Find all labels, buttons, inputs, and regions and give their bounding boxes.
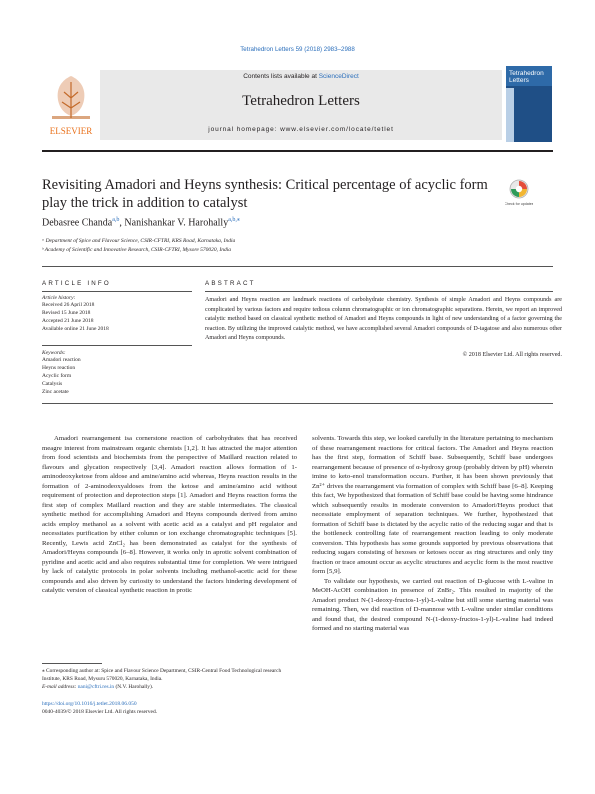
abstract-heading: ABSTRACT (205, 280, 256, 287)
check-updates-label: Check for updates (505, 202, 533, 206)
article-info-divider (42, 291, 192, 292)
body-paragraph: solvents. Towards this step, we looked carefully in the literature pertaining to mechanism of these rearrangement reactions for critical factors. The Amadori and Heyns reaction has the first step, formation of Schiff base. Subsequently, Schiff base undergoes rearrangement because of presence of α-hydroxy group (probably driven by pH) wherein imine to keto-enol transformation occurs. Further, it has been shown previously that Zn²⁺ drives the rearrangement via formation of complex with Schiff base [6–8]. Keeping this fact, We hypothesized that formation of Schiff base could be having some hindrance which subsequently results in moderate conversion to Amadori/Heyns product that necessitate employment of separation techniques. We further, hypothesized that formation of Schiff base is dictated by the acyclic ratio of the reducing sugar and that is the bottleneck controlling fate of rearrangement reaction leading to only moderate conversion. This hypothesis has some grounds supported by previous observations that reducing sugars consisting of hexoses or ketoses occur as ring structures and only tiny fraction or trace amount occur as acyclic structures and acyclic form is the most reactive form [5,9]. (312, 435, 553, 575)
contents-prefix: Contents lists available at (243, 73, 319, 80)
keyword: Catalysis (42, 381, 63, 387)
email-label: E-mail address: (42, 684, 78, 690)
elsevier-wordmark: ELSEVIER (49, 126, 93, 136)
abstract-copyright: © 2018 Elsevier Ltd. All rights reserved. (462, 352, 562, 358)
article-info-heading: ARTICLE INFO (42, 280, 111, 287)
history-label: Article history: (42, 295, 76, 301)
email-link[interactable]: nani@cftri.res.in (77, 684, 115, 690)
keywords-divider (42, 345, 192, 346)
keyword: Acyclic form (42, 373, 72, 379)
body-paragraph: To validate our hypothesis, we carried out reaction of D-glucose with L-valine in MeOH-AcOH combination in presence of ZnBr₂. This resulted in majority of the Amadori product N-(1-deoxy-fructos-1-yl)-L-valine but still some starting material was remaining. Then, we did reaction of D-mannose with L-valine under similar conditions and found that, the desired compound N-(1-deoxy-fructos-1-yl)-L-valine had indeed formed and no starting material was (312, 577, 553, 632)
check-for-updates-badge[interactable] (505, 178, 533, 210)
sciencedirect-link[interactable]: ScienceDirect (318, 73, 359, 80)
keyword: Amadori reaction (42, 357, 81, 363)
affiliation-a: ᵃ Department of Spice and Flavour Science, CSIR-CFTRI, KRS Road, Karnataka, India (42, 238, 236, 244)
author-list (42, 216, 240, 228)
article-history (42, 295, 192, 333)
cover-title-line1: Tetrahedron (509, 70, 544, 77)
elsevier-logo (42, 70, 100, 140)
keywords-block (42, 350, 192, 396)
author-name[interactable]: Nanishankar V. Harohally (124, 217, 229, 229)
history-item: Accepted 21 June 2018 (42, 318, 94, 324)
author-affil-marker[interactable]: a,b,⁎ (228, 217, 240, 223)
homepage-prefix: journal homepage: (208, 126, 281, 133)
author-name[interactable]: Debasree Chanda (42, 217, 113, 229)
author-separator: , (119, 217, 125, 229)
abstract-text: Amadori and Heyns reaction are landmark reactions of carbohydrate chemistry. Synthesis of simple Amadori and Heyns compounds are complicated by various factors and require tedious column chromatographic or ion chromatographic separations. Herein, we report an improved catalytic method based on classical synthetic method of Amadori and Heyns compounds in light of new understanding of a factor governing the reaction. By utilizing the improved catalytic method, we have accomplished several Amadori compounds of D-tagatose and also numerous other Amadori and Heyns compounds. (205, 297, 562, 341)
cover-title-line2: Letters (509, 77, 529, 84)
contents-line (100, 73, 502, 80)
corresponding-author-footnote (42, 667, 297, 691)
abstract-divider (205, 291, 553, 292)
affiliation-divider (42, 266, 553, 267)
doi-link[interactable]: https://doi.org/10.1016/j.tetlet.2018.06.050 (42, 701, 137, 707)
journal-homepage (100, 126, 502, 133)
footnote-divider (42, 663, 102, 664)
journal-cover-thumbnail (506, 66, 552, 142)
journal-title: Tetrahedron Letters (242, 93, 360, 109)
history-item: Revised 15 June 2018 (42, 310, 91, 316)
keyword: Zinc acetate (42, 389, 69, 395)
email-line (42, 683, 297, 691)
author-affil-marker[interactable]: a,b (112, 217, 120, 223)
body-right-column (312, 434, 553, 634)
affiliation-b: ᵇ Academy of Scientific and Innovative Research, CSIR-CFTRI, Mysore 570020, India (42, 247, 231, 253)
keywords-label: Keywords: (42, 350, 66, 356)
body-paragraph: Amadori rearrangement isa cornerstone reaction of carbohydrates that has received meagre interest from mainstream organic chemists [1,2]. It has attracted the major attention from food scientists and biochemists from the perspective of Maillard reaction related to flavours and glycation respectively [3,4]. Amadori reaction allows formation of 1-aminodeoxyketose from aldose and amine/amino acid whereas, Heyns reaction results in the formation of 2-aminodeoxyaldoses from the ketose and amine/amino acid without requirement of protection and deprotection steps [1]. Amadori and Heyns reaction forms the first step of complex Maillard reaction and they are stable intermediates. The classical synthetic method for accomplishing Amadori and Heyns compounds derived from amino acids employ methanol as a solvent with acetic acid as a catalyst and pH regulator and necessitates purification by either column or ion exchange chromatographic techniques [5]. Recently, Lewis acid ZnCl₂ has been demonstrated as catalyst for the synthesis of Amadori/Heyns compounds [6–8]. However, it works only in aprotic solvent combination of pyridine and acetic acid and also requires substantial time for completion. We were intrigued by lack of catalytic protocols in polar solvents including methanol-acetic acid for these compounds and also driven by curiosity to understand the factors hindering development of catalytic version of classical synthetic reaction in protic (42, 435, 297, 594)
homepage-url[interactable]: www.elsevier.com/locate/tetlet (280, 126, 394, 133)
history-item: Received 26 April 2018 (42, 302, 95, 308)
header-divider (42, 150, 553, 152)
issn-line: 0040-4039/© 2018 Elsevier Ltd. All rights reserved. (42, 709, 158, 715)
email-suffix: (N.V. Harohally). (114, 684, 154, 690)
body-left-column (42, 434, 297, 596)
history-item: Available online 21 June 2018 (42, 326, 109, 332)
corresponding-text: ⁎ Corresponding author at: Spice and Flavour Science Department, CSIR-Central Food Technological research Institute, KRS Road, Mysuru 570020, Karnataka, India. (42, 668, 282, 682)
doi-block (42, 700, 157, 716)
article-title: Revisiting Amadori and Heyns synthesis: Critical percentage of acyclic form play the trick in addition to catalyst (42, 177, 488, 211)
keyword: Heyns reaction (42, 365, 76, 371)
journal-citation[interactable]: Tetrahedron Letters 59 (2018) 2983–2988 (240, 46, 355, 53)
abstract-end-divider (42, 403, 553, 404)
